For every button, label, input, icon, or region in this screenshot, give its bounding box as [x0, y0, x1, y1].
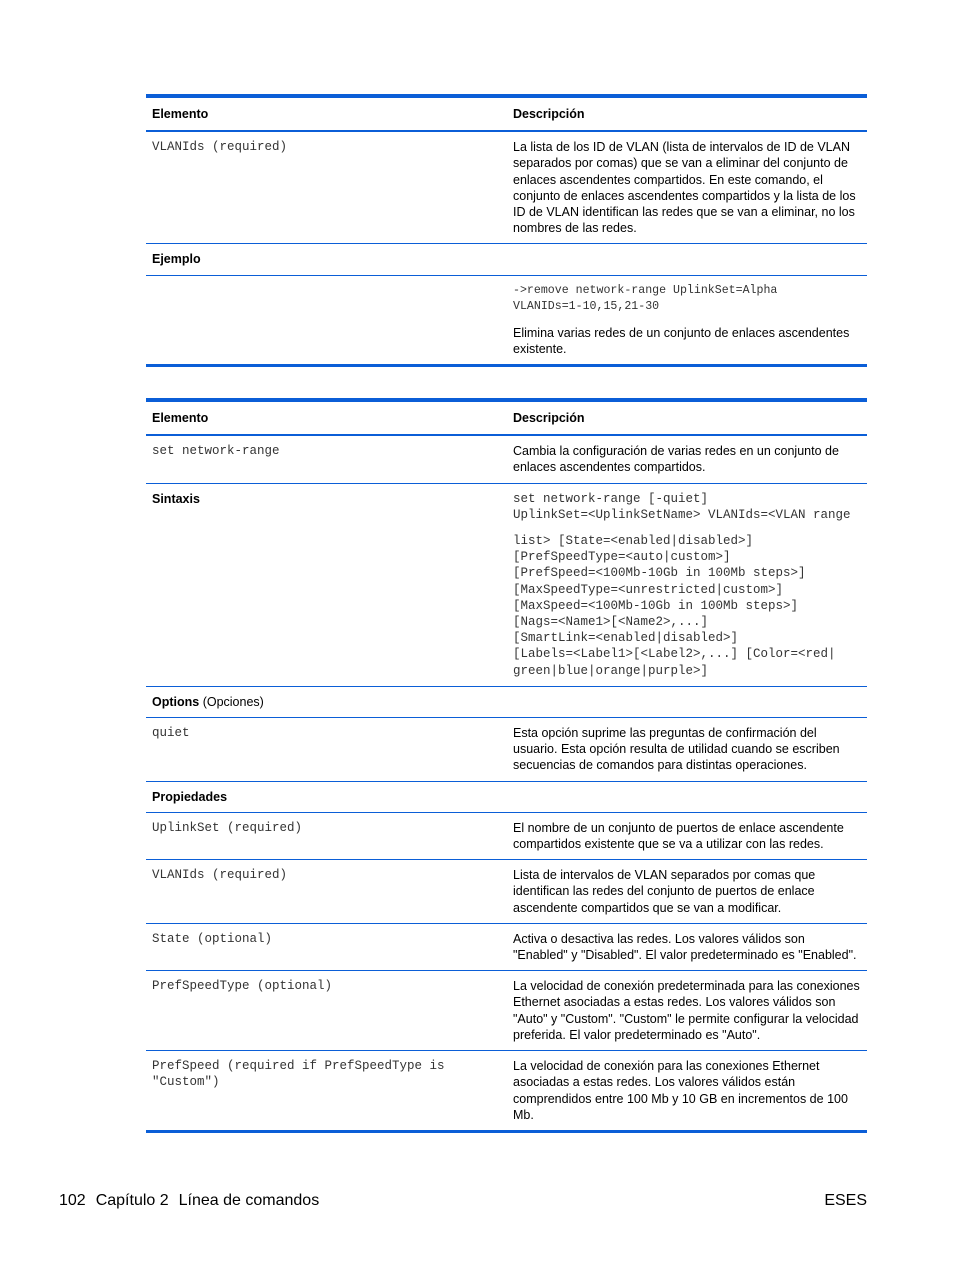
set-network-range-table	[146, 398, 867, 1133]
column-header-element: Elemento	[146, 400, 506, 435]
element-vlanids: VLANIds (required)	[152, 140, 288, 155]
example-section-label: Ejemplo	[146, 244, 867, 275]
table-row	[146, 812, 867, 859]
example-code	[513, 283, 861, 315]
syntax-line: set network-range [-quiet]	[513, 491, 709, 506]
chapter-label: Capítulo 2	[95, 1192, 169, 1209]
table-row	[146, 686, 867, 717]
syntax-line: [SmartLink=<enabled|disabled>]	[513, 631, 739, 646]
syntax-label: Sintaxis	[146, 483, 506, 686]
syntax-line: list> [State=<enabled|disabled>]	[513, 534, 754, 549]
syntax-code-block	[513, 533, 861, 679]
property-prefspeed: PrefSpeed (required if PrefSpeedType is "Custom")	[146, 1051, 506, 1132]
syntax-line: [MaxSpeedType=<unrestricted|custom>]	[513, 582, 784, 597]
syntax-line: [MaxSpeed=<100Mb-10Gb in 100Mb steps>]	[513, 598, 799, 613]
options-section-label	[146, 686, 867, 717]
syntax-line: [PrefSpeedType=<auto|custom>]	[513, 550, 731, 565]
syntax-code	[506, 483, 867, 686]
table-row	[146, 275, 867, 366]
syntax-line: [Nags=<Name1>[<Name2>,...]	[513, 615, 709, 630]
property-prefspeedtype-description: La velocidad de conexión predeterminada para las conexiones Ethernet asociadas a estas redes. Los valores válidos son "Auto" y "Custom". "Custom" le permite configurar la velocidad preferida. El valor predeterminado es "Auto".	[506, 971, 867, 1051]
chapter-title: Línea de comandos	[178, 1192, 320, 1209]
table-header-row	[146, 96, 867, 131]
page-footer-locale: ESES	[824, 1192, 867, 1209]
table-row	[146, 971, 867, 1051]
table-header-row	[146, 400, 867, 435]
table-row	[146, 435, 867, 483]
table-row	[146, 718, 867, 782]
syntax-line: green|blue|orange|purple>]	[513, 663, 709, 678]
property-uplinkset: UplinkSet (required)	[146, 812, 506, 859]
properties-section-label: Propiedades	[146, 781, 867, 812]
option-quiet: quiet	[146, 718, 506, 782]
table-row	[146, 1051, 867, 1132]
element-vlanids-description: La lista de los ID de VLAN (lista de intervalos de ID de VLAN separados por comas) que se van a eliminar del conjunto de enlaces ascendentes compartidos. En este comando, el conjunto de enlaces ascendentes compartidos y la lista de los ID de VLAN identifican las redes que se van a eliminar, no los nombres de las redes.	[513, 140, 856, 236]
syntax-line: UplinkSet=<UplinkSetName> VLANIds=<VLAN range	[513, 507, 851, 522]
table-row	[146, 860, 867, 924]
example-description: Elimina varias redes de un conjunto de enlaces ascendentes existente.	[513, 326, 850, 357]
empty-cell	[146, 275, 506, 366]
table-row	[146, 483, 867, 686]
column-header-description: Descripción	[506, 400, 867, 435]
options-label-bold: Options	[152, 694, 200, 709]
example-code-line: VLANIDs=1-10,15,21-30	[513, 299, 660, 313]
option-quiet-description: Esta opción suprime las preguntas de confirmación del usuario. Esta opción resulta de utilidad cuando se escriben secuencias de comandos para distintas operaciones.	[506, 718, 867, 782]
command-name: set network-range	[152, 444, 280, 459]
table-row	[146, 131, 867, 244]
page-number: 102	[59, 1192, 86, 1209]
page-footer-left	[59, 1192, 319, 1210]
property-uplinkset-description: El nombre de un conjunto de puertos de enlace ascendente compartidos existente que se va a utilizar con las redes.	[506, 812, 867, 859]
property-vlanids: VLANIds (required)	[146, 860, 506, 924]
property-state: State (optional)	[146, 923, 506, 970]
remove-network-range-table	[146, 94, 867, 367]
syntax-code-block	[513, 491, 861, 523]
options-label-translation: (Opciones)	[199, 694, 264, 709]
property-prefspeedtype: PrefSpeedType (optional)	[146, 971, 506, 1051]
column-header-description: Descripción	[506, 96, 867, 131]
example-code-line: ->remove network-range UplinkSet=Alpha	[513, 283, 778, 297]
table-row	[146, 923, 867, 970]
table-row	[146, 244, 867, 275]
syntax-line: [PrefSpeed=<100Mb-10Gb in 100Mb steps>]	[513, 566, 806, 581]
property-state-description: Activa o desactiva las redes. Los valores válidos son "Enabled" y "Disabled". El valor predeterminado es "Enabled".	[506, 923, 867, 970]
table-row	[146, 781, 867, 812]
column-header-element: Elemento	[146, 96, 506, 131]
example-cell	[506, 275, 867, 366]
command-description: Cambia la configuración de varias redes en un conjunto de enlaces ascendentes compartidos.	[513, 444, 839, 475]
syntax-line: [Labels=<Label1>[<Label2>,...] [Color=<red|	[513, 647, 836, 662]
property-vlanids-description: Lista de intervalos de VLAN separados por comas que identifican las redes del conjunto de puertos de enlace ascendente compartidos que se van a modificar.	[506, 860, 867, 924]
property-prefspeed-description: La velocidad de conexión para las conexiones Ethernet asociadas a estas redes. Los valores válidos están comprendidos entre 100 Mb y 10 GB en incrementos de 100 Mb.	[506, 1051, 867, 1132]
